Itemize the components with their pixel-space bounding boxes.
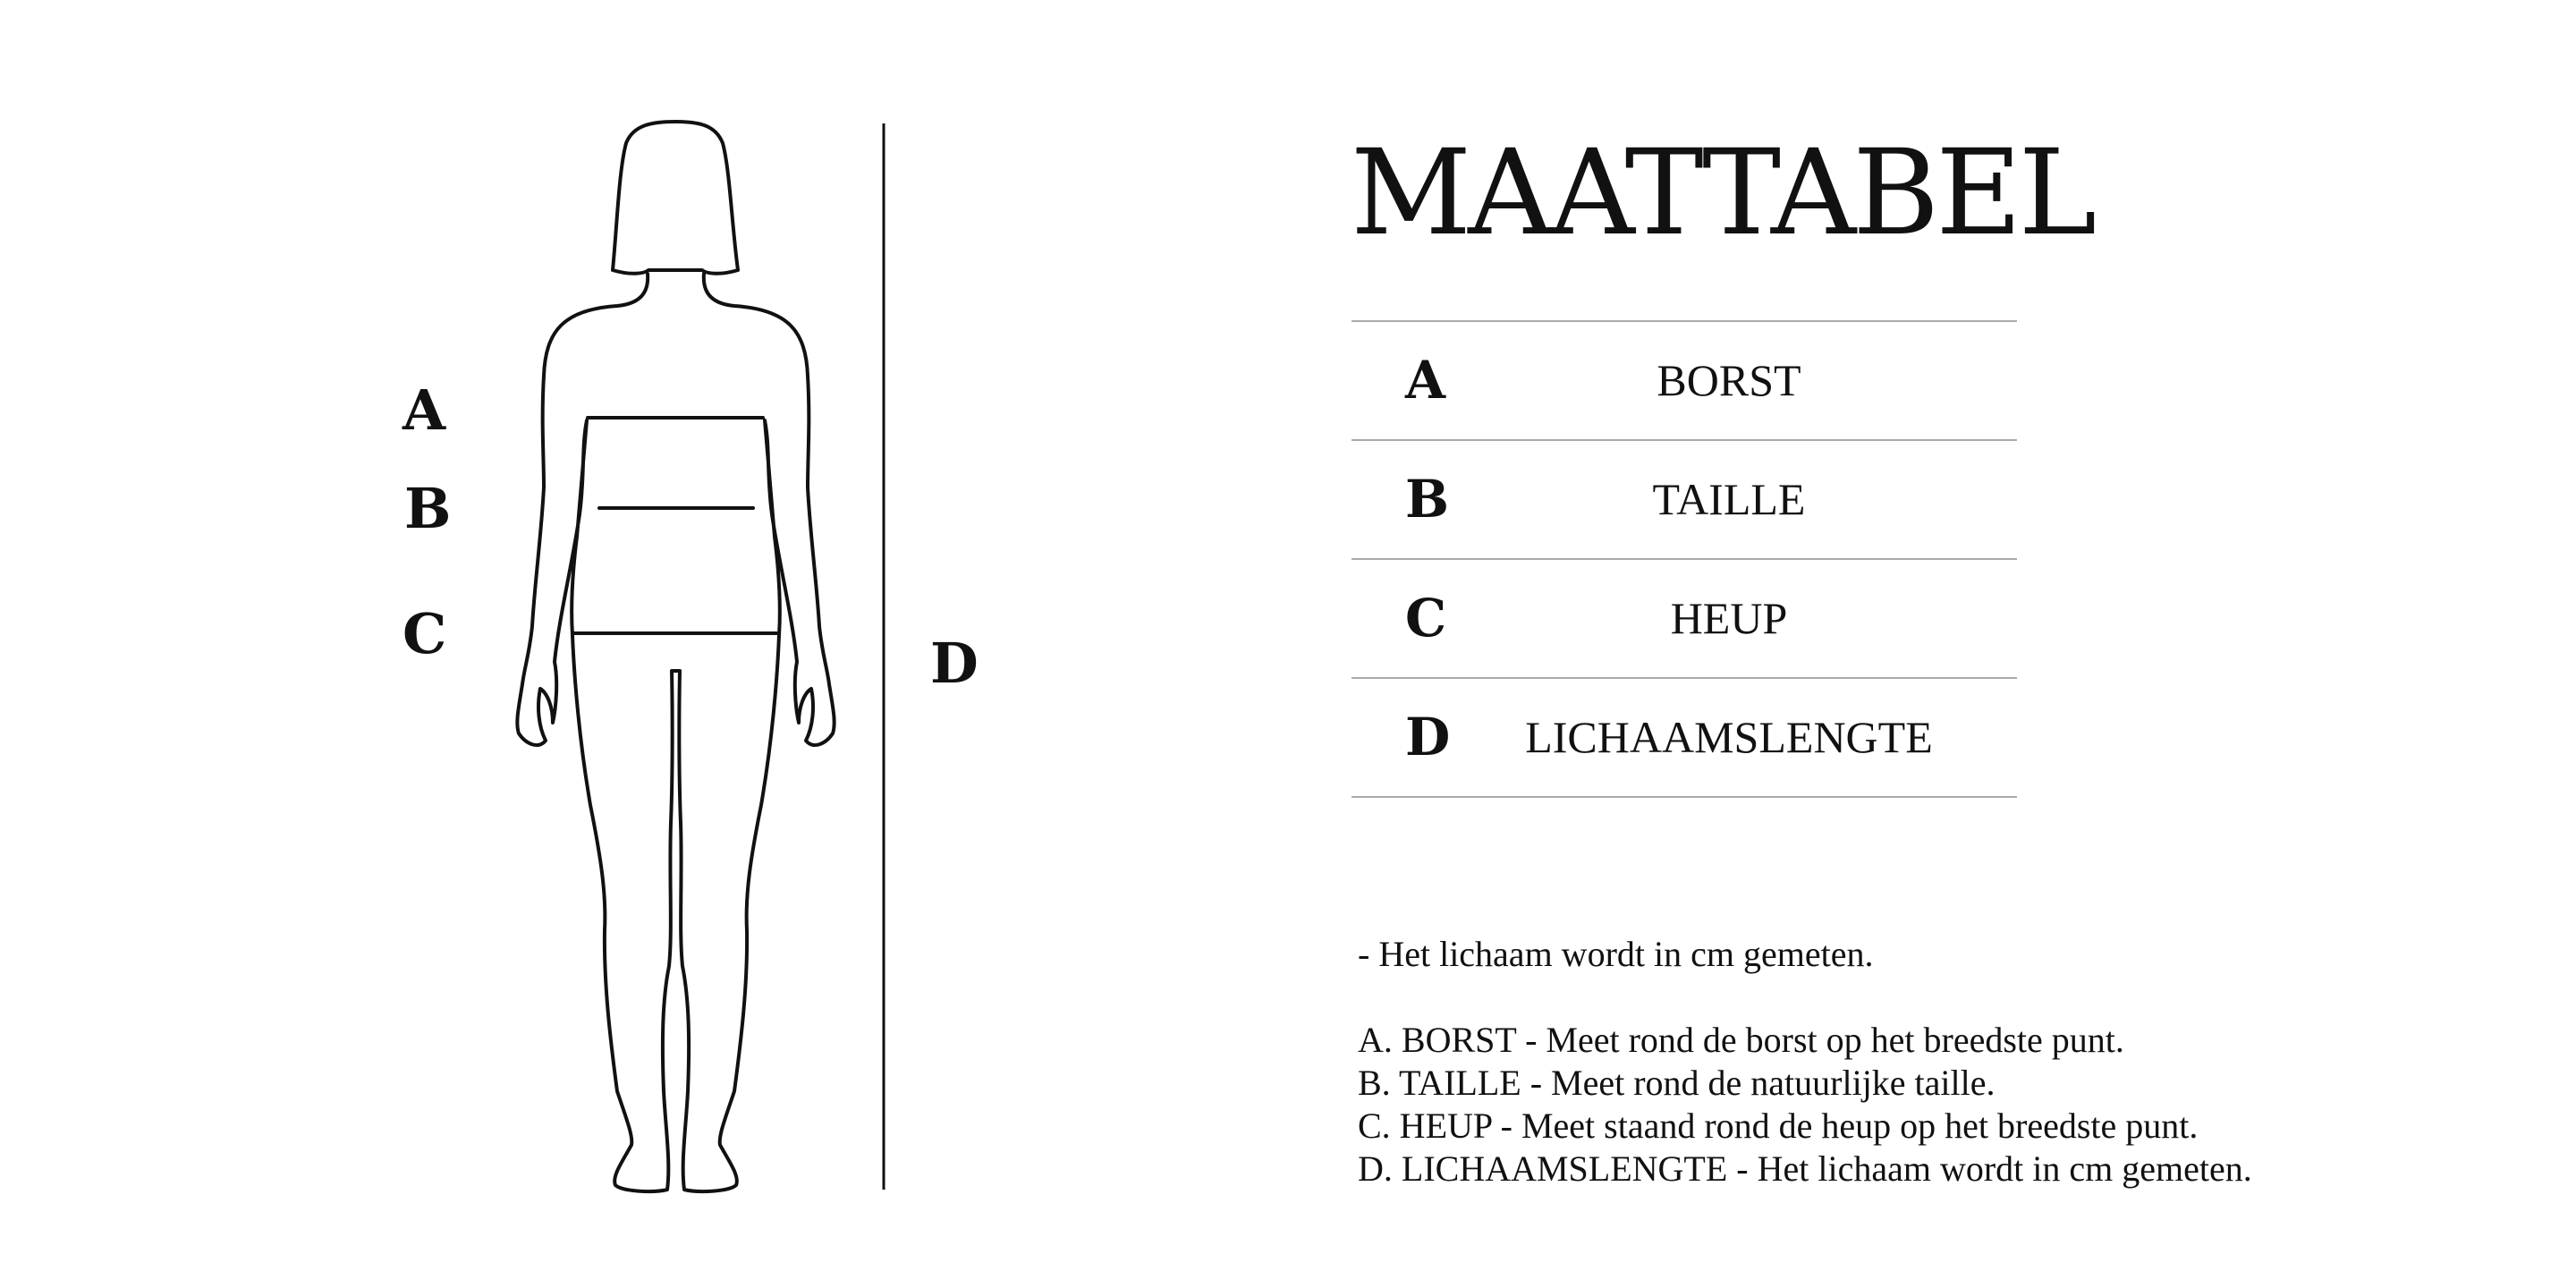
label-d-height: D — [930, 631, 979, 696]
note-hip: C. HEUP - Meet staand rond de heup op het breedste punt. — [1358, 1106, 2199, 1146]
label-c-hip: C — [402, 601, 447, 666]
page-title: MAATTABEL — [1351, 124, 2094, 262]
row-letter: D — [1405, 707, 1451, 767]
row-letter: A — [1405, 350, 1446, 411]
table-row-bust — [1352, 320, 2017, 439]
body-outline — [517, 274, 834, 1191]
row-label: LICHAAMSLENGTE — [1525, 712, 1933, 762]
table-row-waist — [1352, 439, 2017, 558]
label-a-bust: A — [402, 377, 446, 443]
row-letter: C — [1405, 588, 1447, 648]
measurement-notes — [1358, 933, 2521, 1191]
note-bust: A. BORST - Meet rond de borst op het breedste punt. — [1358, 1020, 2124, 1060]
label-b-waist: B — [404, 476, 452, 541]
row-label: BORST — [1657, 355, 1801, 405]
row-label: TAILLE — [1652, 474, 1806, 524]
head-outline — [613, 122, 738, 274]
row-letter: B — [1405, 469, 1450, 530]
table-row-hip — [1352, 558, 2017, 677]
row-label: HEUP — [1670, 593, 1788, 643]
note-waist: B. TAILLE - Meet rond de natuurlijke taille. — [1358, 1063, 1996, 1103]
size-table — [1352, 320, 2017, 798]
note-height: D. LICHAAMSLENGTE - Het lichaam wordt in cm gemeten. — [1358, 1148, 2252, 1189]
notes-intro: - Het lichaam wordt in cm gemeten. — [1358, 934, 1874, 974]
table-row-height — [1352, 677, 2017, 798]
